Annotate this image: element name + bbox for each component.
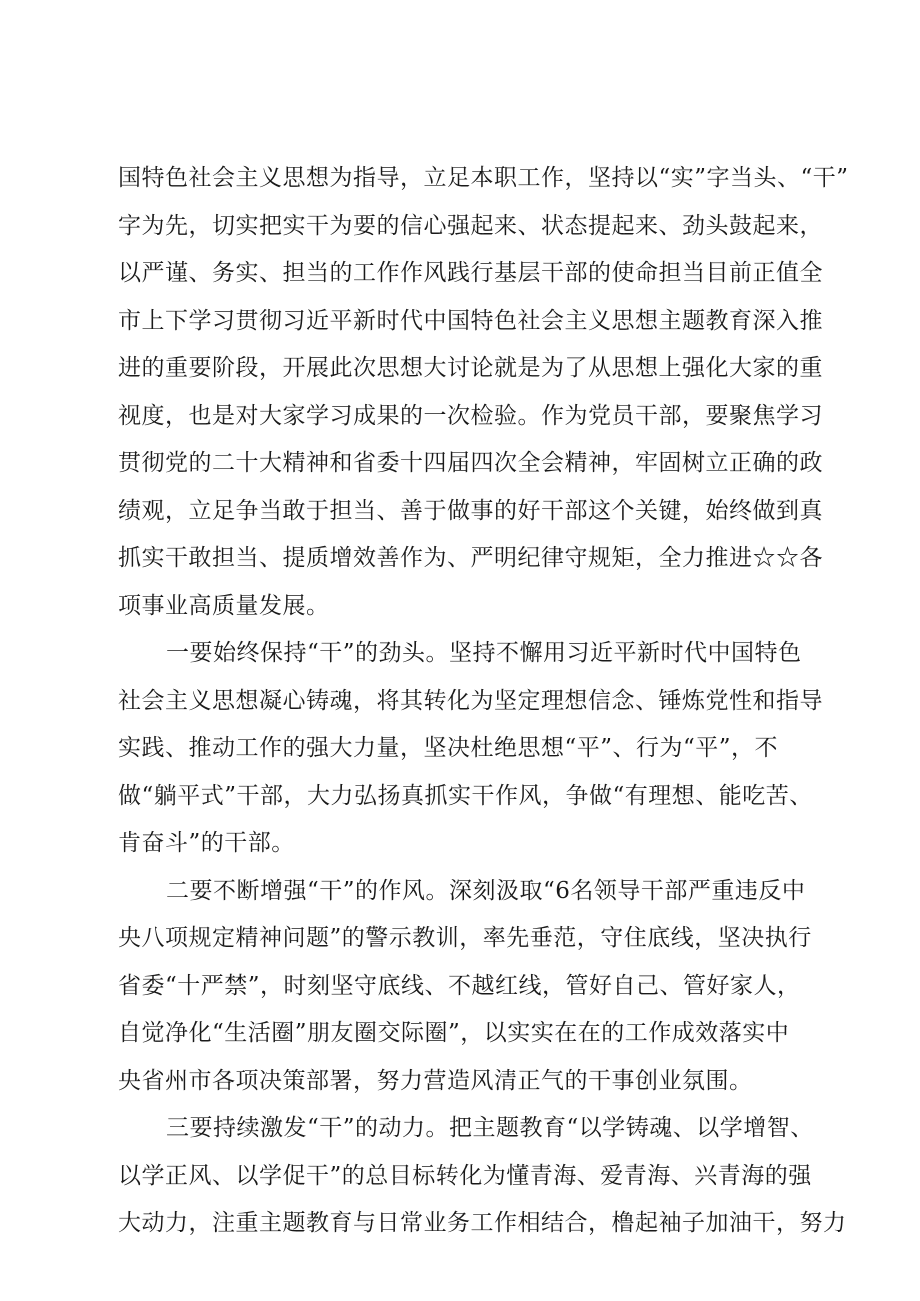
text-line: 肯奋斗”的干部。 [118,830,295,856]
text-line: 以严谨、务实、担当的工作作风践行基层干部的使命担当目前正值全 [118,260,823,286]
text-line: 市上下学习贯彻习近平新时代中国特色社会主义思想主题教育深入推 [118,307,823,334]
paragraph-two-start: 二要不断增强“干”的作风。深刻汲取“6名领导干部严重违反中 [166,877,806,904]
document-body [118,155,849,1248]
paragraph-three-start: 三要持续激发“干”的动力。把主题教育“以学铸魂、以学增智、 [166,1115,814,1141]
text-line: 做“躺平式”干部，大力弘扬真抓实干作风，争做“有理想、能吃苦、 [118,782,813,809]
text-line: 社会主义思想凝心铸魂，将其转化为坚定理想信念、锤炼党性和指导 [118,687,823,714]
text-line: 贯彻党的二十大精神和省委十四届四次全会精神，牢固树立正确的政 [118,450,823,476]
text-line: 央八项规定精神问题”的警示教训，率先垂范，守住底线，坚决执行 [118,925,812,951]
text-line: 以学正风、以学促干”的总目标转化为懂青海、爱青海、兴青海的强 [118,1162,812,1189]
text-line: 视度，也是对大家学习成果的一次检验。作为党员干部，要聚焦学习 [118,402,823,429]
paragraph-one-start: 一要始终保持“干”的劲头。坚持不懈用习近平新时代中国特色 [166,640,802,666]
text-line: 实践、推动工作的强大力量，坚决杜绝思想“平”、行为“平”，不 [118,735,779,761]
text-line: 进的重要阶段，开展此次思想大讨论就是为了从思想上强化大家的重 [118,355,823,381]
text-line: 项事业高质量发展。 [118,592,330,619]
text-line: 自觉净化“生活圈”朋友圈交际圈”，以实实在在的工作成效落实中 [118,1020,790,1046]
text-line: 绩观，立足争当敢于担当、善于做事的好干部这个关键，始终做到真 [118,497,823,524]
text-line: 省委“十严禁”，时刻坚守底线、不越红线，管好自己、管好家人， [118,972,801,999]
text-line: 大动力，注重主题教育与日常业务工作相结合，橹起袖子加油干，努力 [118,1210,847,1236]
text-line: 国特色社会主义思想为指导，立足本职工作，坚持以“实”字当头、“干” [118,165,849,191]
text-line: 字为先，切实把实干为要的信心强起来、状态提起来、劲头鼓起来， [118,212,823,239]
text-line: 抓实干敢担当、提质增效善作为、严明纪律守规矩，全力推进☆☆各 [118,545,823,571]
text-line: 央省州市各项决策部署，努力营造风清正气的干事创业氛围。 [118,1067,753,1094]
